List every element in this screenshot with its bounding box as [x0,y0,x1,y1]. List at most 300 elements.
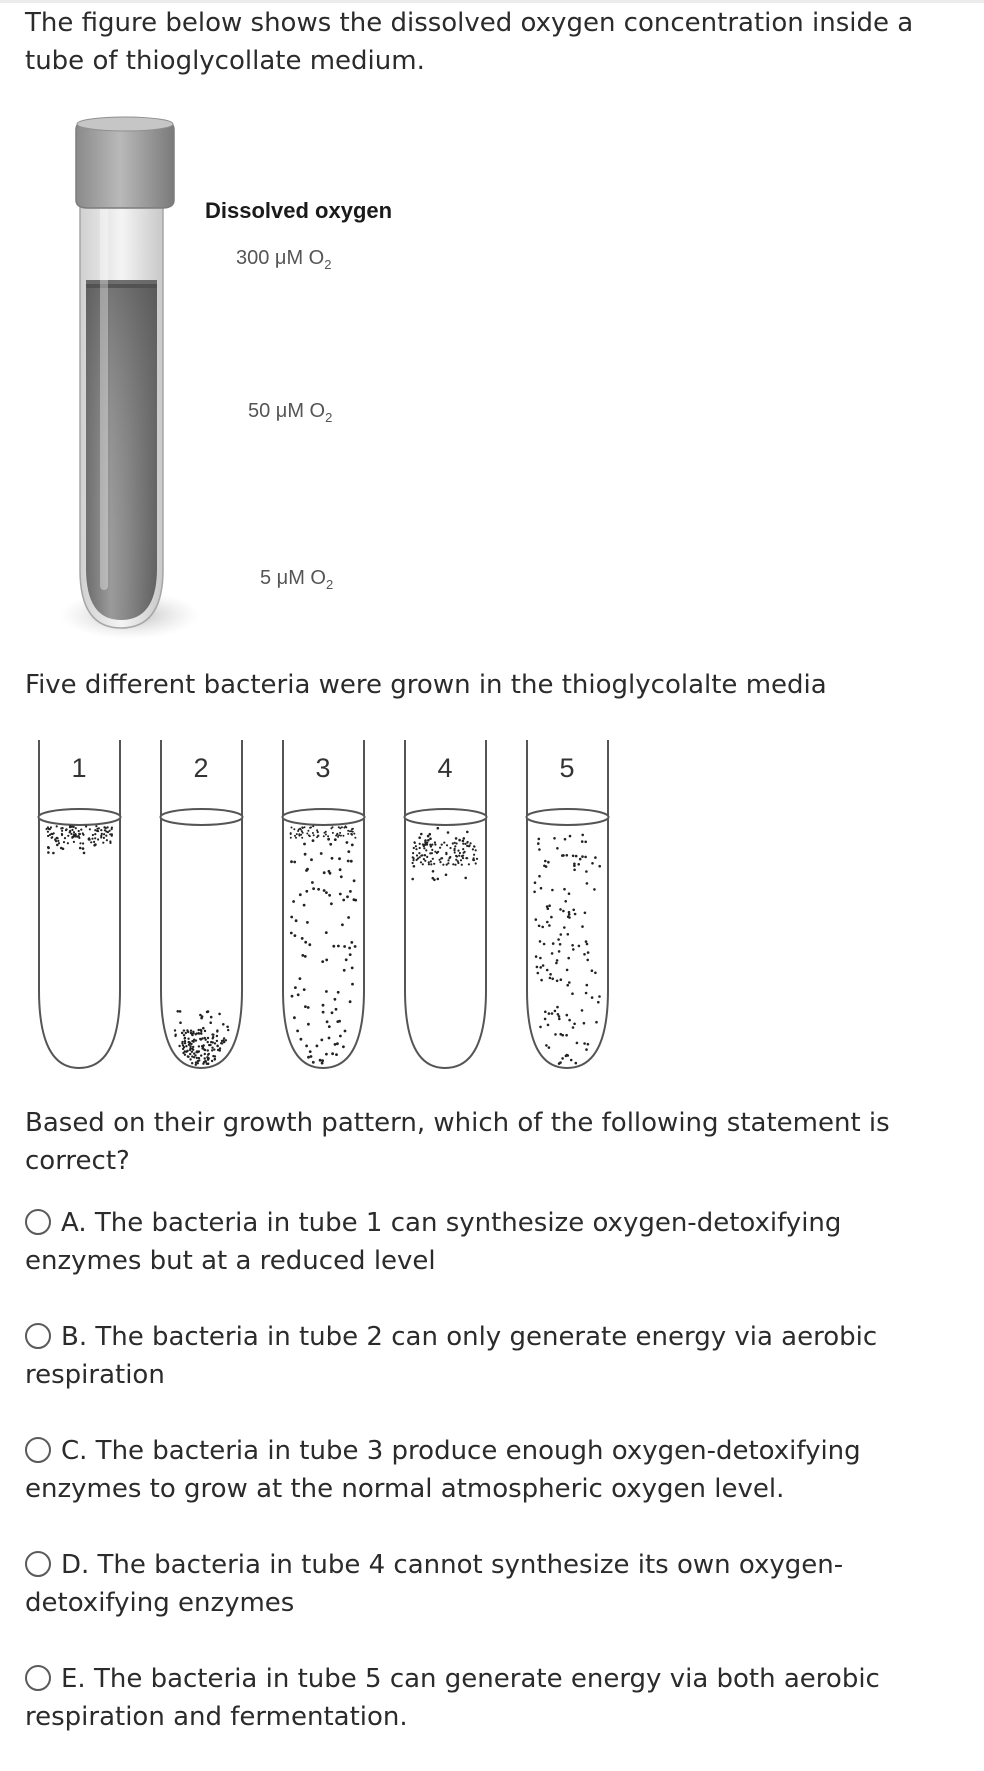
bacteria-dot [47,847,50,850]
tube-1-surface [39,809,121,825]
bacteria-dot [579,858,582,861]
bacteria-dot [558,1062,561,1065]
option-e[interactable] [25,1660,925,1736]
bacteria-dot [342,899,345,902]
bacteria-dot [449,847,451,849]
bacteria-dot [111,827,113,829]
bacteria-dot [336,833,338,835]
bacteria-dot [475,862,477,864]
bacteria-dot [548,924,551,927]
bacteria-dot [454,842,456,844]
bacteria-dot [317,831,319,833]
bacteria-dot [534,881,537,884]
bacteria-dot [204,1049,206,1051]
bacteria-dot [202,1027,205,1030]
bacteria-dot [332,945,335,948]
bacteria-dot [347,833,349,835]
bacteria-dot [58,842,60,844]
bacteria-dot [331,1011,334,1014]
bacteria-dot [437,878,440,881]
bacteria-dot [50,826,52,828]
bacteria-dot [184,1037,186,1039]
bacteria-dot [94,837,96,839]
bacteria-dot [50,833,52,835]
bacteria-dot [553,837,556,840]
option-e-radio[interactable] [25,1665,51,1691]
bacteria-dot [597,1001,600,1004]
bacteria-dot [82,842,84,844]
bacteria-dot [336,1020,339,1023]
bacteria-dot [432,877,435,880]
bacteria-dot [425,849,427,851]
bacteria-dot [85,825,87,827]
bacteria-dot [347,850,350,853]
bacteria-dot [304,955,307,958]
bacteria-dot [595,1021,598,1024]
bacteria-dot [325,990,328,993]
bacteria-dot [111,833,113,835]
bacteria-dot [546,969,549,972]
option-a[interactable] [25,1204,925,1280]
bacteria-dot [591,862,594,865]
bacteria-dot [568,913,571,916]
bacteria-dot [572,855,575,858]
bacteria-dot [457,860,459,862]
bacteria-dot [80,829,82,831]
question-text: Based on their growth pattern, which of the following statement is correct? [25,1108,890,1176]
bacteria-dot [437,851,439,853]
bacteria-dot [472,848,474,850]
bacteria-dot [334,998,337,1001]
bacteria-dot [67,835,69,837]
bacteria-dot [61,833,63,835]
bacteria-dot [295,837,297,839]
bacteria-dot [297,993,300,996]
bacteria-dot [430,845,432,847]
oxygen-level-300-sub: 2 [324,257,332,272]
bacteria-dot [325,1053,328,1056]
bacteria-dot [415,845,417,847]
bacteria-dot [538,925,541,928]
bacteria-dot [586,959,589,962]
bacteria-dot [464,851,466,853]
bacteria-dot [454,851,456,853]
bacteria-dot [551,1012,554,1015]
bacteria-dot [200,1030,202,1032]
bacteria-dot [336,1042,339,1045]
bacteria-dot [351,834,353,836]
bacteria-dot [419,847,421,849]
bacteria-dot [542,964,545,967]
bacteria-dot [548,1012,551,1015]
bacteria-dot [426,842,428,844]
bacteria-dot [568,981,571,984]
bacteria-dot [331,1052,334,1055]
bacteria-dot [207,1063,209,1065]
bacteria-dot [183,1029,185,1031]
option-d[interactable] [25,1546,925,1622]
bacteria-dot [204,1030,206,1032]
bacteria-dot [591,969,594,972]
bacteria-dot [90,841,92,843]
bacteria-dot [204,1057,206,1059]
bacteria-dot [468,863,470,865]
bacteria-dot [321,1059,324,1062]
bacteria-dot [316,1045,319,1048]
oxygen-level-50-value: 50 μM O [248,400,326,422]
bacteria-dot [300,834,302,836]
bacteria-dot [189,1041,191,1043]
bacteria-dot [551,978,554,981]
tube-4-surface [405,809,487,825]
bacteria-dot [572,1026,575,1029]
bacteria-dot [207,1049,209,1051]
tube-2-surface [161,809,243,825]
bacteria-dot [415,848,417,850]
tube-3-growth [290,825,357,1064]
bacteria-dot [82,832,84,834]
bacteria-dot [458,855,460,857]
bacteria-dot [536,966,539,969]
bacteria-dot [545,865,548,868]
bacteria-dot [303,904,306,907]
bacteria-dot [103,837,105,839]
bacteria-dot [583,1022,586,1025]
bacteria-dot [93,844,96,847]
bacteria-dot [581,855,584,858]
bacteria-dot [585,992,588,995]
bacteria-dot [462,840,465,843]
bacteria-dot [293,828,295,830]
bacteria-dot [445,874,448,877]
bacteria-dot [562,854,565,857]
bacteria-dot [207,1010,210,1013]
option-d-text: D. The bacteria in tube 4 cannot synthesize its own oxygen-detoxifying enzymes [25,1550,844,1618]
option-b-radio[interactable] [25,1323,51,1349]
bacteria-dot [308,943,311,946]
bacteria-dot [349,953,352,956]
bacteria-dot [351,844,354,847]
bacteria-dot [420,833,423,836]
medium-shading [86,284,157,620]
bacteria-dot [351,828,353,830]
bacteria-dot [290,932,293,935]
tube-1-outline [39,740,120,1068]
bacteria-dot [345,825,347,827]
bacteria-dot [419,843,421,845]
bacteria-dot [199,1014,202,1017]
bacteria-dot [300,829,302,831]
bacteria-dot [546,921,549,924]
bacteria-dot [431,852,433,854]
oxygen-level-50 [248,400,332,425]
bacteria-dot [60,827,62,829]
bacteria-dot [217,1049,219,1051]
bacteria-dot [291,827,293,829]
bacteria-dot [558,1018,561,1021]
bacteria-dot [185,1045,187,1047]
bacteria-dot [571,992,574,995]
bacteria-dot [105,835,107,837]
bacteria-dot [78,837,80,839]
bacteria-dot [340,875,343,878]
bacteria-dot [69,830,71,832]
bacteria-dot [461,855,463,857]
bacteria-dot [220,1042,222,1044]
bacteria-dot [587,1043,590,1046]
bacteria-dot [56,844,59,847]
bacteria-dot [211,1049,213,1051]
bacteria-dot [91,838,93,840]
bacteria-dot [299,893,302,896]
bacteria-dot [349,890,352,893]
bacteria-dot [557,938,560,941]
oxygen-level-50-sub: 2 [325,410,333,425]
bacteria-dot [573,1023,576,1026]
bacteria-dot [459,852,461,854]
bacteria-dot [446,864,448,866]
bacteria-dot [317,835,319,837]
bacteria-dot [177,1010,180,1013]
bacteria-dot [540,979,543,982]
bacteria-dot [100,836,102,838]
bacteria-dot [312,832,314,834]
bacteria-dot [204,1060,206,1062]
bacteria-dot [190,1030,192,1032]
bacteria-dot [559,908,562,911]
bacteria-dot [464,877,467,880]
bacteria-dot [581,834,584,837]
bacteria-dot [105,830,107,832]
bacteria-dot [227,1029,229,1031]
bacteria-dot [457,850,459,852]
bacteria-dot [192,1046,194,1048]
bacteria-dot [464,843,466,845]
bacteria-dot [539,940,542,943]
bacteria-dot [209,1044,211,1046]
bacteria-dot [187,1038,189,1040]
bacteria-dot [545,1044,548,1047]
bacteria-dot [63,841,65,843]
bacteria-dot [221,1040,223,1042]
bacteria-dot [584,841,587,844]
bacteria-dot [64,837,66,839]
bacteria-dot [52,852,55,855]
bacteria-dot [452,842,454,844]
bacteria-dot [76,836,78,838]
bacteria-dot [300,1038,303,1041]
tube-3-surface [283,809,365,825]
bacteria-dot [562,910,565,913]
bacteria-dot [454,848,456,850]
bacteria-dot [209,1021,212,1024]
bacteria-dot [191,1051,193,1053]
bacteria-dot [313,834,315,836]
bacteria-dot [550,916,553,919]
bacteria-dot [447,831,450,834]
bacteria-dot [462,843,464,845]
bacteria-dot [320,852,323,855]
tube-5-outline [527,740,608,1068]
bacteria-dot [547,861,550,864]
bacteria-dot [179,1010,182,1013]
tube-4-growth [411,827,478,881]
bacteria-dot [353,879,356,882]
bacteria-dot [319,1059,322,1062]
bacteria-dot [198,1045,200,1047]
bacteria-dot [416,859,418,861]
bacteria-dot [348,947,351,950]
bacteria-dot [462,848,464,850]
bacteria-dot [567,957,570,960]
bacteria-dot [540,887,543,890]
bacteria-dot [317,888,320,891]
bacteria-dot [454,864,456,866]
bacteria-dot [569,835,572,838]
bacteria-dot [328,1025,331,1028]
bacteria-dot [324,832,326,834]
bacteria-dot [211,1047,213,1049]
bacteria-dot [340,835,342,837]
option-d-radio[interactable] [25,1551,51,1577]
bacteria-dot [567,1054,570,1057]
bacteria-dot [423,847,425,849]
bacteria-dot [67,842,69,844]
bacteria-dot [70,833,72,835]
bacteria-dot [184,1042,186,1044]
bacteria-dot [566,969,569,972]
bacteria-dot [198,1032,200,1034]
bacteria-dot [323,871,326,874]
option-b[interactable] [25,1318,925,1394]
bacteria-dot [329,872,332,875]
bacteria-dot [306,833,308,835]
bacteria-dot [102,842,104,844]
bacteria-dot [61,830,63,832]
bacteria-dot [219,1047,221,1049]
bacteria-dot [429,837,432,840]
bacteria-dot [424,854,426,856]
bacteria-dot [547,1024,550,1027]
bacteria-dot [216,1045,218,1047]
bacteria-dot [301,830,303,832]
bacteria-dot [106,839,108,841]
bacteria-dot [327,835,329,837]
bacteria-dot [331,857,334,860]
bacteria-dot [309,835,311,837]
bacteria-dot [83,852,86,855]
bacteria-dot [475,849,477,851]
bacteria-dot [298,833,300,835]
bacteria-dot [210,1041,212,1043]
option-a-radio[interactable] [25,1209,51,1235]
bacteria-dot [466,831,469,834]
bacteria-dot [325,891,328,894]
bacteria-dot [218,1013,221,1016]
bacteria-dot [476,858,478,860]
oxygen-level-5-value: 5 μM O [260,567,326,589]
bacteria-dot [334,838,337,841]
bacteria-dot [421,854,423,856]
bacteria-dot [572,948,575,951]
bacteria-dot [334,1043,337,1046]
bacteria-dot [179,1021,182,1024]
bacteria-dot [352,831,354,833]
bacteria-dot [430,863,432,865]
bacteria-dot [325,834,327,836]
bacteria-dot [303,843,306,846]
bacteria-dot [432,870,435,873]
bacteria-dot [586,882,589,885]
bacteria-dot [214,1042,216,1044]
tube-5 [527,740,609,1068]
bacteria-dot [329,843,332,846]
bacteria-dot [584,912,587,915]
bacteria-dot [437,827,440,830]
bacteria-dot [346,895,349,898]
bacteria-dot [191,1055,193,1057]
bacteria-dot [452,863,454,865]
bacteria-dot [339,1035,342,1038]
bacteria-dot [432,858,434,860]
bacteria-dot [584,856,587,859]
bacteria-dot [538,875,541,878]
bacteria-dot [207,1041,209,1043]
bacteria-dot [97,838,99,840]
bacteria-dot [535,918,538,921]
bacteria-dot [345,958,348,961]
bacteria-dot [412,852,414,854]
bacteria-dot [290,832,292,834]
bacteria-dot [207,1037,209,1039]
option-c[interactable] [25,1432,925,1508]
tube-1-growth [46,825,114,854]
option-c-radio[interactable] [25,1437,51,1463]
bacteria-dot [539,966,542,969]
bacteria-dot [294,934,297,937]
intro-text: The figure below shows the dissolved oxygen concentration inside a tube of thioglycollate medium. [25,8,914,76]
oxygen-level-5 [260,567,333,592]
bacteria-dot [290,837,292,839]
bacteria-dot [223,1037,225,1039]
oxygen-level-300 [236,247,331,272]
bacteria-dot [299,977,302,980]
bacteria-dot [294,986,297,989]
bacteria-dot [583,953,586,956]
bacteria-dot [325,959,328,962]
bacteria-dot [337,945,340,948]
bacteria-dot [551,952,554,955]
bacteria-dot [322,1004,325,1007]
bacteria-dot [330,827,332,829]
bacteria-dot [593,888,596,891]
bacteria-dot [82,847,85,850]
bacteria-dot [574,913,577,916]
bacteria-dot [549,977,552,980]
glass-highlight [100,160,108,590]
bacteria-dot [353,833,355,835]
bacteria-dot [200,1032,202,1034]
bacteria-dot [216,1040,218,1042]
bacteria-dot [303,988,306,991]
bacteria-dot [552,942,555,945]
bacteria-dot [103,833,105,835]
bacteria-dot [560,978,563,981]
medium-meniscus [86,280,157,288]
bacteria-dot [187,1031,189,1033]
bacteria-dot [339,868,342,871]
bacteria-dot [543,943,546,946]
